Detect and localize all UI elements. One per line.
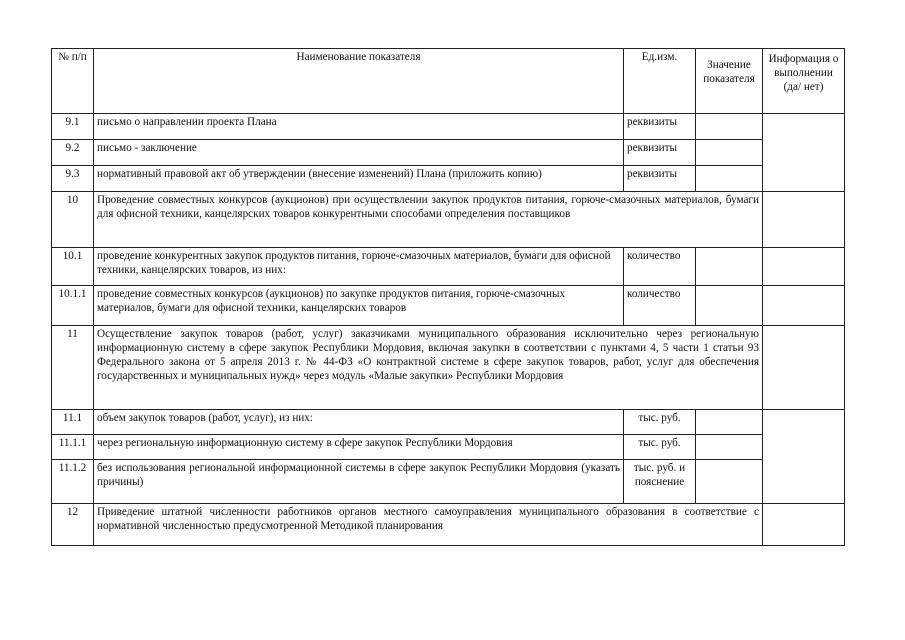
row-num: 9.1	[52, 114, 94, 140]
row-unit: тыс. руб. и пояснение	[624, 460, 696, 504]
header-info: Информация о выполнении (да/ нет)	[763, 49, 845, 114]
row-num: 9.2	[52, 140, 94, 166]
row-name: нормативный правовой акт об утверждении (внесение изменений) Плана (приложить копию)	[94, 166, 624, 192]
row-num: 12	[52, 504, 94, 546]
row-num: 10	[52, 192, 94, 248]
row-unit: количество	[624, 286, 696, 326]
row-value	[696, 248, 763, 286]
row-info	[763, 504, 845, 546]
header-unit: Ед.изм.	[624, 49, 696, 114]
table-row	[52, 435, 845, 460]
table-row	[52, 410, 845, 435]
header-num: № п/п	[52, 49, 94, 114]
row-unit: реквизиты	[624, 114, 696, 140]
row-name: проведение совместных конкурсов (аукционов) по закупке продуктов питания, горюче-смазочных материалов, бумаги для офисной техники, канцелярских товаров	[94, 286, 624, 326]
table-row	[52, 286, 845, 326]
row-value	[696, 286, 763, 326]
row-num: 11.1.2	[52, 460, 94, 504]
row-num: 11	[52, 326, 94, 410]
header-value: Значение показателя	[696, 49, 763, 114]
row-name: Осуществление закупок товаров (работ, услуг) заказчиками муниципального образования исключительно через региональную информационную систему в сфере закупок Республики Мордовия, включая закупки в соответствии с пунктами 4, 5 части 1 статьи 93 Федерального закона от 5 апреля 2013 г. № 44-ФЗ «О контрактной системе в сфере закупок товаров, работ, услуг для обеспечения государственных и муниципальных нужд» через модуль «Малые закупки» Республики Мордовия	[94, 326, 763, 410]
table-header-row	[52, 49, 845, 114]
row-num: 11.1.1	[52, 435, 94, 460]
table-row	[52, 460, 845, 504]
indicator-table	[51, 48, 845, 546]
row-value	[696, 114, 763, 140]
row-num: 10.1.1	[52, 286, 94, 326]
table-row	[52, 166, 845, 192]
table-row	[52, 140, 845, 166]
row-num: 9.3	[52, 166, 94, 192]
row-info	[763, 192, 845, 248]
row-name: через региональную информационную систему в сфере закупок Республики Мордовия	[94, 435, 624, 460]
table-row	[52, 114, 845, 140]
row-unit: тыс. руб.	[624, 435, 696, 460]
row-value	[696, 410, 763, 435]
row-name: без использования региональной информационной системы в сфере закупок Республики Мордовия (указать причины)	[94, 460, 624, 504]
row-unit: количество	[624, 248, 696, 286]
row-unit: реквизиты	[624, 140, 696, 166]
table-row	[52, 248, 845, 286]
row-name: Проведение совместных конкурсов (аукционов) при осуществлении закупок продуктов питания, горюче-смазочных материалов, бумаги для офисной техники, канцелярских товаров конкурентными способами определения поставщиков	[94, 192, 763, 248]
table-row-section	[52, 504, 845, 546]
table-row-section	[52, 192, 845, 248]
row-num: 11.1	[52, 410, 94, 435]
row-info	[763, 286, 845, 326]
row-value	[696, 435, 763, 460]
table-row-section	[52, 326, 845, 410]
row-unit: тыс. руб.	[624, 410, 696, 435]
row-name: письмо - заключение	[94, 140, 624, 166]
header-name: Наименование показателя	[94, 49, 624, 114]
row-name: объем закупок товаров (работ, услуг), из них:	[94, 410, 624, 435]
row-info	[763, 114, 845, 192]
row-value	[696, 140, 763, 166]
row-unit: реквизиты	[624, 166, 696, 192]
row-info	[763, 326, 845, 410]
row-name: письмо о направлении проекта Плана	[94, 114, 624, 140]
row-num: 10.1	[52, 248, 94, 286]
row-value	[696, 460, 763, 504]
row-info	[763, 248, 845, 286]
row-info	[763, 410, 845, 504]
row-value	[696, 166, 763, 192]
row-name: Приведение штатной численности работников органов местного самоуправления муниципального образования в соответствие с нормативной численностью предусмотренной Методикой планирования	[94, 504, 763, 546]
row-name: проведение конкурентных закупок продуктов питания, горюче-смазочных материалов, бумаги для офисной техники, канцелярских товаров, из них:	[94, 248, 624, 286]
